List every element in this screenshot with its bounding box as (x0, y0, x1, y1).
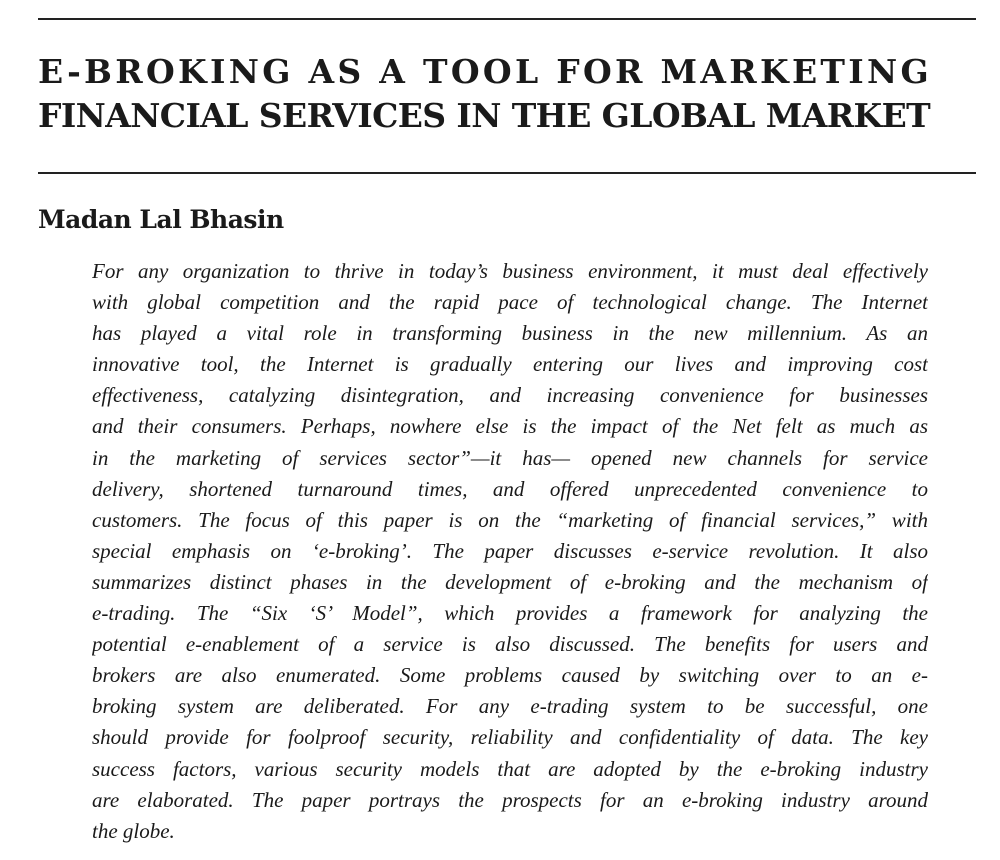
abstract-line: e-trading. The “Six ‘S’ Model”, which provides a framework for analyzing the (92, 601, 928, 626)
abstract-line: success factors, various security models that are adopted by the e-broking industry (92, 756, 928, 781)
abstract-line: the globe. (92, 818, 175, 843)
abstract-line: and their consumers. Perhaps, nowhere else is the impact of the Net felt as much as (92, 414, 928, 439)
title-line: FINANCIAL SERVICES IN THE GLOBAL MARKET (38, 96, 931, 135)
abstract-line: should provide for foolproof security, reliability and confidentiality of data. The key (92, 725, 928, 750)
abstract-line: broking system are deliberated. For any e-trading system to be successful, one (92, 694, 928, 719)
top-rule (38, 18, 976, 20)
abstract-line: potential e-enablement of a service is also discussed. The benefits for users and (92, 632, 928, 657)
abstract-line: has played a vital role in transforming business in the new millennium. As an (92, 321, 928, 346)
abstract-line: customers. The focus of this paper is on the “marketing of financial services,” with (92, 507, 928, 532)
abstract-line: in the marketing of services sector”—it has— opened new channels for service (92, 445, 928, 470)
abstract-line: brokers are also enumerated. Some problems caused by switching over to an e- (92, 663, 928, 688)
abstract (92, 256, 928, 847)
abstract-line: with global competition and the rapid pace of technological change. The Internet (92, 290, 928, 315)
abstract-line: effectiveness, catalyzing disintegration, and increasing convenience for businesses (92, 383, 928, 408)
abstract-line: summarizes distinct phases in the development of e-broking and the mechanism of (92, 569, 928, 594)
abstract-line: For any organization to thrive in today’s business environment, it must deal effectively (92, 259, 928, 283)
paper-title (38, 50, 978, 138)
bottom-rule (38, 172, 976, 174)
abstract-line: innovative tool, the Internet is gradually entering our lives and improving cost (92, 352, 928, 377)
abstract-line: delivery, shortened turnaround times, and offered unprecedented convenience to (92, 476, 928, 501)
author-name: Madan Lal Bhasin (38, 205, 284, 234)
abstract-line: are elaborated. The paper portrays the prospects for an e-broking industry around (92, 787, 928, 812)
abstract-line: special emphasis on ‘e-broking’. The paper discusses e-service revolution. It also (92, 538, 928, 563)
title-line: E-BROKING AS A TOOL FOR MARKETING (38, 52, 932, 91)
